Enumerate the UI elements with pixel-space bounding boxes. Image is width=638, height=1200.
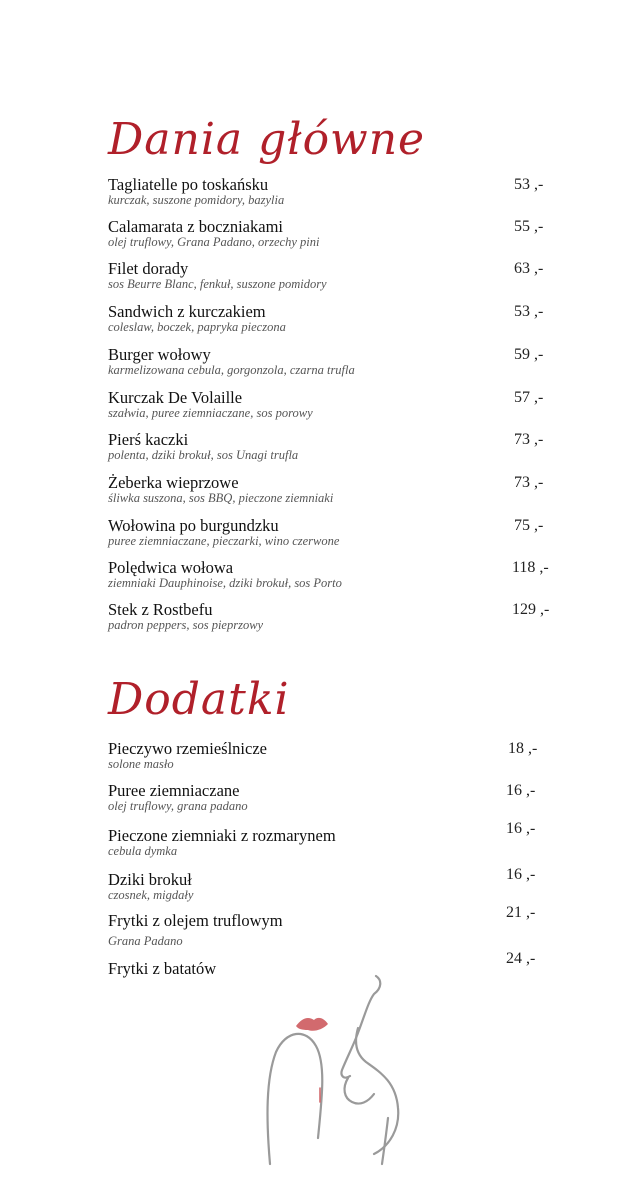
item-name: Wołowina po burgundzku bbox=[108, 516, 279, 535]
item-price: 16 ,- bbox=[506, 866, 536, 883]
section-title-sides: Dodatki bbox=[108, 674, 290, 725]
menu-item bbox=[108, 474, 568, 514]
menu-item bbox=[108, 904, 568, 952]
item-price: 21 ,- bbox=[506, 904, 536, 921]
menu-item bbox=[108, 820, 568, 867]
item-price: 73 ,- bbox=[514, 431, 544, 448]
menu-item bbox=[108, 260, 568, 300]
menu-item bbox=[108, 517, 568, 557]
item-description: Grana Padano bbox=[108, 934, 183, 948]
item-description: olej truflowy, Grana Padano, orzechy pini bbox=[108, 235, 320, 249]
item-price: 16 ,- bbox=[506, 820, 536, 837]
item-price: 57 ,- bbox=[514, 389, 544, 406]
section-title-main-courses: Dania główne bbox=[108, 114, 426, 165]
torso-outline bbox=[382, 1118, 388, 1164]
item-price: 75 ,- bbox=[514, 517, 544, 534]
item-name: Kurczak De Volaille bbox=[108, 388, 243, 407]
line-art-figure-icon bbox=[256, 968, 416, 1168]
item-description: coleslaw, boczek, papryka pieczona bbox=[108, 320, 286, 334]
menu-item bbox=[108, 346, 568, 386]
item-name: Frytki z batatów bbox=[108, 959, 217, 978]
menu-item bbox=[108, 782, 568, 822]
menu-item bbox=[108, 389, 568, 429]
menu-item bbox=[108, 601, 568, 641]
item-description: sos Beurre Blanc, fenkuł, suszone pomidory bbox=[108, 277, 327, 291]
item-price: 59 ,- bbox=[514, 346, 544, 363]
lips-shape bbox=[296, 1018, 328, 1031]
item-price: 53 ,- bbox=[514, 303, 544, 320]
item-price: 18 ,- bbox=[508, 740, 538, 757]
item-name: Calamarata z boczniakami bbox=[108, 217, 283, 236]
item-name: Pierś kaczki bbox=[108, 430, 189, 449]
item-name: Żeberka wieprzowe bbox=[108, 473, 239, 492]
item-name: Pieczone ziemniaki z rozmarynem bbox=[108, 826, 336, 845]
item-description: ziemniaki Dauphinoise, dziki brokuł, sos Porto bbox=[108, 576, 342, 590]
menu-item bbox=[108, 176, 568, 216]
item-description: polenta, dziki brokuł, sos Unagi trufla bbox=[108, 448, 299, 462]
item-price: 55 ,- bbox=[514, 218, 544, 235]
menu-item bbox=[108, 303, 568, 343]
item-description: śliwka suszona, sos BBQ, pieczone ziemniaki bbox=[108, 491, 334, 505]
menu-item bbox=[108, 431, 568, 471]
item-description: karmelizowana cebula, gorgonzola, czarna trufla bbox=[108, 363, 355, 377]
menu-item bbox=[108, 559, 568, 599]
item-price: 53 ,- bbox=[514, 176, 544, 193]
item-name: Dziki brokuł bbox=[108, 870, 192, 889]
item-description: padron peppers, sos pieprzowy bbox=[108, 618, 264, 632]
item-name: Pieczywo rzemieślnicze bbox=[108, 739, 267, 758]
item-name: Stek z Rostbefu bbox=[108, 600, 213, 619]
item-price: 63 ,- bbox=[514, 260, 544, 277]
item-description: szałwia, puree ziemniaczane, sos porowy bbox=[108, 406, 313, 420]
item-price: 73 ,- bbox=[514, 474, 544, 491]
item-description: puree ziemniaczane, pieczarki, wino czerwone bbox=[108, 534, 340, 548]
item-name: Polędwica wołowa bbox=[108, 558, 234, 577]
menu-item bbox=[108, 740, 568, 780]
item-price: 129 ,- bbox=[512, 601, 550, 618]
item-name: Tagliatelle po toskańsku bbox=[108, 175, 269, 194]
item-description: kurczak, suszone pomidory, bazylia bbox=[108, 193, 285, 207]
item-name: Burger wołowy bbox=[108, 345, 211, 364]
menu-item bbox=[108, 218, 568, 258]
item-description: olej truflowy, grana padano bbox=[108, 799, 248, 813]
hand-outline bbox=[345, 1078, 374, 1104]
item-price: 118 ,- bbox=[512, 559, 549, 576]
item-name: Puree ziemniaczane bbox=[108, 781, 240, 800]
item-description: cebula dymka bbox=[108, 844, 178, 858]
menu-item bbox=[108, 866, 568, 911]
item-description: solone masło bbox=[108, 757, 174, 771]
item-description: czosnek, migdały bbox=[108, 888, 194, 902]
item-price: 16 ,- bbox=[506, 782, 536, 799]
item-name: Filet dorady bbox=[108, 259, 189, 278]
item-price: 24 ,- bbox=[506, 950, 536, 967]
shoulder-outline bbox=[356, 1028, 398, 1154]
item-name: Sandwich z kurczakiem bbox=[108, 302, 266, 321]
item-name: Frytki z olejem truflowym bbox=[108, 911, 283, 930]
face-outline bbox=[268, 1034, 323, 1164]
arm-outline bbox=[341, 976, 380, 1078]
